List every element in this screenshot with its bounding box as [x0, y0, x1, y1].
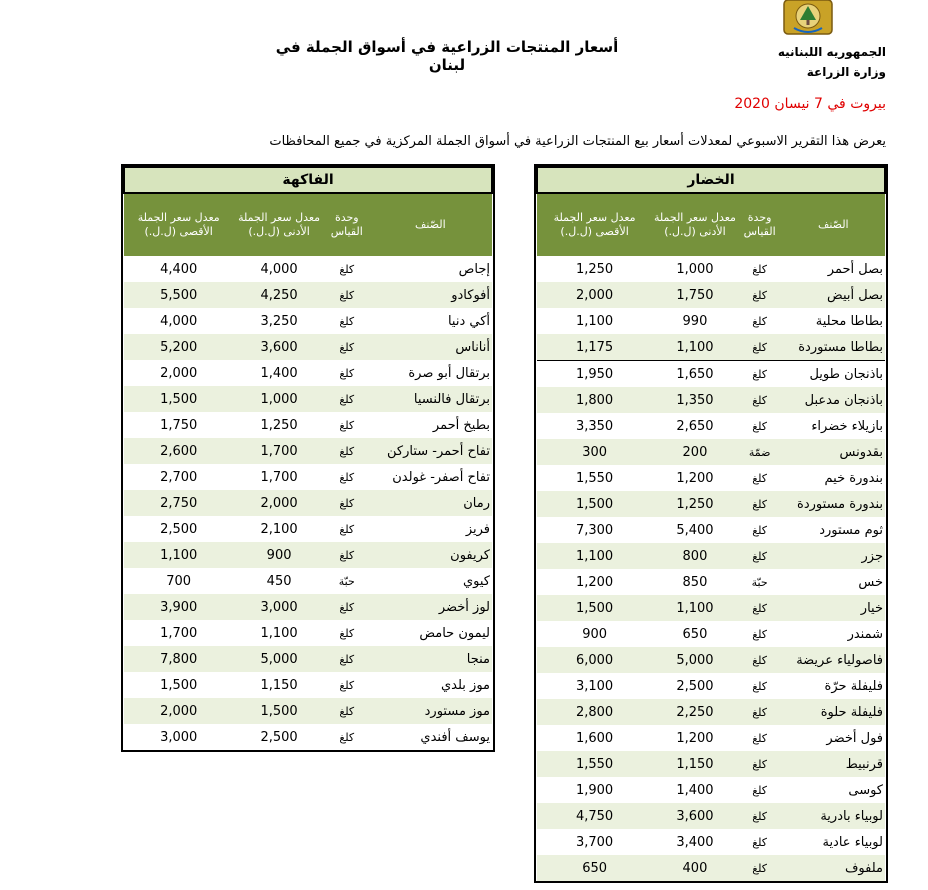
- max-price-cell: 1,500: [537, 491, 652, 517]
- item-name: بقدونس: [782, 439, 885, 465]
- unit-cell: كلغ: [325, 386, 369, 412]
- item-name: باذنجان مدعبل: [782, 387, 885, 413]
- item-name: جزر: [782, 543, 885, 569]
- unit-cell: كلغ: [325, 256, 369, 282]
- fruits-caption: الفاكهة: [124, 167, 492, 193]
- unit-cell: كلغ: [738, 491, 782, 517]
- max-price-cell: 1,700: [124, 620, 233, 646]
- unit-cell: كلغ: [738, 256, 782, 282]
- max-price-cell: 2,800: [537, 699, 652, 725]
- max-price-cell: 900: [537, 621, 652, 647]
- unit-cell: كلغ: [325, 360, 369, 386]
- unit-cell: كلغ: [738, 595, 782, 621]
- report-intro: يعرض هذا التقرير الاسبوعي لمعدلات أسعار بيع المنتجات الزراعية في أسواق الجملة المركزية في جميع المحافظات: [269, 134, 886, 149]
- max-price-cell: 2,500: [124, 516, 233, 542]
- col-header-max: معدل سعر الجملة الأقصى (ل.ل.): [124, 193, 233, 256]
- unit-cell: كلغ: [325, 724, 369, 750]
- table-row: [537, 334, 885, 361]
- min-price-cell: 1,200: [652, 465, 737, 491]
- table-row: [537, 647, 885, 673]
- table-row: [124, 464, 492, 490]
- table-row: [537, 491, 885, 517]
- item-name: ملفوف: [782, 855, 885, 881]
- item-name: برتقال فالنسيا: [369, 386, 492, 412]
- vegetables-table: [536, 166, 886, 881]
- max-price-cell: 3,900: [124, 594, 233, 620]
- max-price-cell: 1,100: [537, 308, 652, 334]
- unit-cell: كلغ: [738, 517, 782, 543]
- table-row: [537, 282, 885, 308]
- item-name: بازيلاء خضراء: [782, 413, 885, 439]
- min-price-cell: 1,150: [233, 672, 325, 698]
- unit-cell: ضمّة: [738, 439, 782, 465]
- table-row: [537, 517, 885, 543]
- min-price-cell: 3,600: [652, 803, 737, 829]
- max-price-cell: 1,500: [537, 595, 652, 621]
- min-price-cell: 2,250: [652, 699, 737, 725]
- table-row: [537, 621, 885, 647]
- unit-cell: كلغ: [325, 516, 369, 542]
- item-name: منجا: [369, 646, 492, 672]
- unit-cell: كلغ: [738, 647, 782, 673]
- unit-cell: كلغ: [738, 673, 782, 699]
- table-row: [537, 803, 885, 829]
- table-row: [537, 777, 885, 803]
- col-header-max: معدل سعر الجملة الأقصى (ل.ل.): [537, 193, 652, 256]
- unit-cell: كلغ: [738, 465, 782, 491]
- min-price-cell: 1,250: [652, 491, 737, 517]
- item-name: تفاح أصفر- غولدن: [369, 464, 492, 490]
- item-name: تفاح أحمر- ستاركن: [369, 438, 492, 464]
- item-name: قرنبيط: [782, 751, 885, 777]
- unit-cell: كلغ: [325, 464, 369, 490]
- item-name: إجاص: [369, 256, 492, 282]
- max-price-cell: 1,175: [537, 334, 652, 361]
- table-row: [537, 751, 885, 777]
- min-price-cell: 5,000: [233, 646, 325, 672]
- col-header-name: الصّنف: [369, 193, 492, 256]
- min-price-cell: 4,000: [233, 256, 325, 282]
- table-row: [537, 725, 885, 751]
- item-name: بطاطا مستوردة: [782, 334, 885, 361]
- unit-cell: كلغ: [325, 490, 369, 516]
- min-price-cell: 2,500: [233, 724, 325, 750]
- item-name: يوسف أفندي: [369, 724, 492, 750]
- max-price-cell: 3,700: [537, 829, 652, 855]
- unit-cell: كلغ: [325, 334, 369, 360]
- item-name: فريز: [369, 516, 492, 542]
- unit-cell: كلغ: [738, 361, 782, 388]
- unit-cell: كلغ: [738, 308, 782, 334]
- unit-cell: كلغ: [325, 672, 369, 698]
- unit-cell: كلغ: [325, 620, 369, 646]
- min-price-cell: 3,400: [652, 829, 737, 855]
- item-name: لوبياء بادرية: [782, 803, 885, 829]
- col-header-min: معدل سعر الجملة الأدنى (ل.ل.): [233, 193, 325, 256]
- unit-cell: كلغ: [738, 387, 782, 413]
- ministry-heading: [778, 42, 886, 82]
- table-row: [537, 387, 885, 413]
- max-price-cell: 1,900: [537, 777, 652, 803]
- table-row: [124, 308, 492, 334]
- min-price-cell: 200: [652, 439, 737, 465]
- table-row: [124, 698, 492, 724]
- min-price-cell: 1,100: [233, 620, 325, 646]
- table-row: [124, 568, 492, 594]
- table-row: [124, 490, 492, 516]
- item-name: برتقال أبو صرة: [369, 360, 492, 386]
- table-row: [537, 465, 885, 491]
- min-price-cell: 1,250: [233, 412, 325, 438]
- unit-cell: حبّة: [738, 569, 782, 595]
- min-price-cell: 2,100: [233, 516, 325, 542]
- item-name: فاصولياء عريضة: [782, 647, 885, 673]
- item-name: فول أخضر: [782, 725, 885, 751]
- unit-cell: كلغ: [325, 438, 369, 464]
- table-row: [124, 412, 492, 438]
- item-name: موز مستورد: [369, 698, 492, 724]
- unit-cell: كلغ: [325, 412, 369, 438]
- max-price-cell: 2,600: [124, 438, 233, 464]
- table-row: [124, 438, 492, 464]
- col-header-name: الصّنف: [782, 193, 885, 256]
- item-name: بطيخ أحمر: [369, 412, 492, 438]
- max-price-cell: 1,550: [537, 465, 652, 491]
- table-row: [124, 646, 492, 672]
- table-row: [537, 699, 885, 725]
- unit-cell: كلغ: [325, 594, 369, 620]
- max-price-cell: 7,300: [537, 517, 652, 543]
- item-name: شمندر: [782, 621, 885, 647]
- max-price-cell: 5,200: [124, 334, 233, 360]
- max-price-cell: 1,800: [537, 387, 652, 413]
- table-row: [124, 386, 492, 412]
- min-price-cell: 1,500: [233, 698, 325, 724]
- item-name: باذنجان طويل: [782, 361, 885, 388]
- max-price-cell: 1,200: [537, 569, 652, 595]
- max-price-cell: 700: [124, 568, 233, 594]
- max-price-cell: 1,100: [537, 543, 652, 569]
- item-name: خس: [782, 569, 885, 595]
- min-price-cell: 1,100: [652, 334, 737, 361]
- max-price-cell: 4,400: [124, 256, 233, 282]
- unit-cell: كلغ: [738, 699, 782, 725]
- item-name: رمان: [369, 490, 492, 516]
- table-row: [124, 256, 492, 282]
- item-name: أفوكادو: [369, 282, 492, 308]
- item-name: فليفلة حلوة: [782, 699, 885, 725]
- min-price-cell: 400: [652, 855, 737, 881]
- table-row: [124, 620, 492, 646]
- min-price-cell: 1,200: [652, 725, 737, 751]
- col-header-unit: وحدة القياس: [738, 193, 782, 256]
- item-name: كيوي: [369, 568, 492, 594]
- unit-cell: كلغ: [325, 698, 369, 724]
- min-price-cell: 800: [652, 543, 737, 569]
- max-price-cell: 2,000: [124, 360, 233, 386]
- min-price-cell: 850: [652, 569, 737, 595]
- unit-cell: كلغ: [325, 282, 369, 308]
- max-price-cell: 2,000: [537, 282, 652, 308]
- item-name: كريفون: [369, 542, 492, 568]
- min-price-cell: 1,400: [652, 777, 737, 803]
- min-price-cell: 3,600: [233, 334, 325, 360]
- table-row: [124, 594, 492, 620]
- table-row: [124, 672, 492, 698]
- min-price-cell: 1,650: [652, 361, 737, 388]
- table-row: [537, 308, 885, 334]
- table-row: [537, 829, 885, 855]
- report-date: بيروت في 7 نيسان 2020: [734, 96, 886, 112]
- min-price-cell: 1,400: [233, 360, 325, 386]
- vegetables-caption: الخضار: [537, 167, 885, 193]
- table-row: [124, 724, 492, 750]
- table-row: [537, 543, 885, 569]
- col-header-min: معدل سعر الجملة الأدنى (ل.ل.): [652, 193, 737, 256]
- max-price-cell: 2,700: [124, 464, 233, 490]
- min-price-cell: 4,250: [233, 282, 325, 308]
- unit-cell: كلغ: [738, 725, 782, 751]
- item-name: كوسى: [782, 777, 885, 803]
- unit-cell: كلغ: [325, 308, 369, 334]
- max-price-cell: 300: [537, 439, 652, 465]
- item-name: أكي دنيا: [369, 308, 492, 334]
- table-row: [537, 256, 885, 282]
- ministry-name: وزارة الزراعة: [806, 65, 886, 79]
- min-price-cell: 1,750: [652, 282, 737, 308]
- unit-cell: حبّة: [325, 568, 369, 594]
- min-price-cell: 1,700: [233, 438, 325, 464]
- max-price-cell: 7,800: [124, 646, 233, 672]
- unit-cell: كلغ: [738, 282, 782, 308]
- col-header-unit: وحدة القياس: [325, 193, 369, 256]
- max-price-cell: 4,750: [537, 803, 652, 829]
- item-name: بصل أبيض: [782, 282, 885, 308]
- unit-cell: كلغ: [738, 751, 782, 777]
- max-price-cell: 2,000: [124, 698, 233, 724]
- min-price-cell: 2,500: [652, 673, 737, 699]
- item-name: ثوم مستورد: [782, 517, 885, 543]
- unit-cell: كلغ: [738, 543, 782, 569]
- max-price-cell: 1,550: [537, 751, 652, 777]
- table-row: [537, 569, 885, 595]
- min-price-cell: 650: [652, 621, 737, 647]
- item-name: بندورة خيم: [782, 465, 885, 491]
- item-name: لوبياء عادية: [782, 829, 885, 855]
- max-price-cell: 1,250: [537, 256, 652, 282]
- min-price-cell: 450: [233, 568, 325, 594]
- min-price-cell: 1,150: [652, 751, 737, 777]
- table-row: [537, 673, 885, 699]
- table-row: [537, 855, 885, 881]
- min-price-cell: 5,400: [652, 517, 737, 543]
- max-price-cell: 3,000: [124, 724, 233, 750]
- table-row: [537, 361, 885, 388]
- table-row: [537, 413, 885, 439]
- unit-cell: كلغ: [738, 829, 782, 855]
- item-name: موز بلدي: [369, 672, 492, 698]
- item-name: أناناس: [369, 334, 492, 360]
- item-name: ليمون حامض: [369, 620, 492, 646]
- item-name: لوز أخضر: [369, 594, 492, 620]
- max-price-cell: 1,500: [124, 672, 233, 698]
- table-row: [124, 334, 492, 360]
- item-name: بندورة مستوردة: [782, 491, 885, 517]
- min-price-cell: 1,000: [652, 256, 737, 282]
- min-price-cell: 990: [652, 308, 737, 334]
- min-price-cell: 5,000: [652, 647, 737, 673]
- ministry-emblem-icon: [780, 0, 836, 36]
- fruits-table: [123, 166, 493, 750]
- unit-cell: كلغ: [738, 413, 782, 439]
- min-price-cell: 1,100: [652, 595, 737, 621]
- min-price-cell: 1,000: [233, 386, 325, 412]
- table-row: [124, 282, 492, 308]
- table-row: [537, 439, 885, 465]
- table-row: [124, 360, 492, 386]
- item-name: خيار: [782, 595, 885, 621]
- max-price-cell: 6,000: [537, 647, 652, 673]
- item-name: بطاطا محلية: [782, 308, 885, 334]
- table-row: [537, 595, 885, 621]
- max-price-cell: 1,950: [537, 361, 652, 388]
- max-price-cell: 650: [537, 855, 652, 881]
- max-price-cell: 1,500: [124, 386, 233, 412]
- unit-cell: كلغ: [738, 621, 782, 647]
- max-price-cell: 1,750: [124, 412, 233, 438]
- max-price-cell: 5,500: [124, 282, 233, 308]
- max-price-cell: 3,350: [537, 413, 652, 439]
- min-price-cell: 1,350: [652, 387, 737, 413]
- min-price-cell: 900: [233, 542, 325, 568]
- item-name: فليفلة حرّة: [782, 673, 885, 699]
- table-row: [124, 542, 492, 568]
- unit-cell: كلغ: [738, 855, 782, 881]
- page-title: أسعار المنتجات الزراعية في أسواق الجملة في لبنان: [275, 38, 619, 74]
- max-price-cell: 1,100: [124, 542, 233, 568]
- unit-cell: كلغ: [325, 542, 369, 568]
- max-price-cell: 4,000: [124, 308, 233, 334]
- max-price-cell: 3,100: [537, 673, 652, 699]
- min-price-cell: 2,000: [233, 490, 325, 516]
- table-row: [124, 516, 492, 542]
- unit-cell: كلغ: [738, 803, 782, 829]
- unit-cell: كلغ: [738, 334, 782, 361]
- unit-cell: كلغ: [325, 646, 369, 672]
- max-price-cell: 1,600: [537, 725, 652, 751]
- min-price-cell: 1,700: [233, 464, 325, 490]
- unit-cell: كلغ: [738, 777, 782, 803]
- republic-name: الجمهوريه اللبنانيه: [777, 45, 886, 59]
- min-price-cell: 3,000: [233, 594, 325, 620]
- item-name: بصل أحمر: [782, 256, 885, 282]
- min-price-cell: 2,650: [652, 413, 737, 439]
- min-price-cell: 3,250: [233, 308, 325, 334]
- max-price-cell: 2,750: [124, 490, 233, 516]
